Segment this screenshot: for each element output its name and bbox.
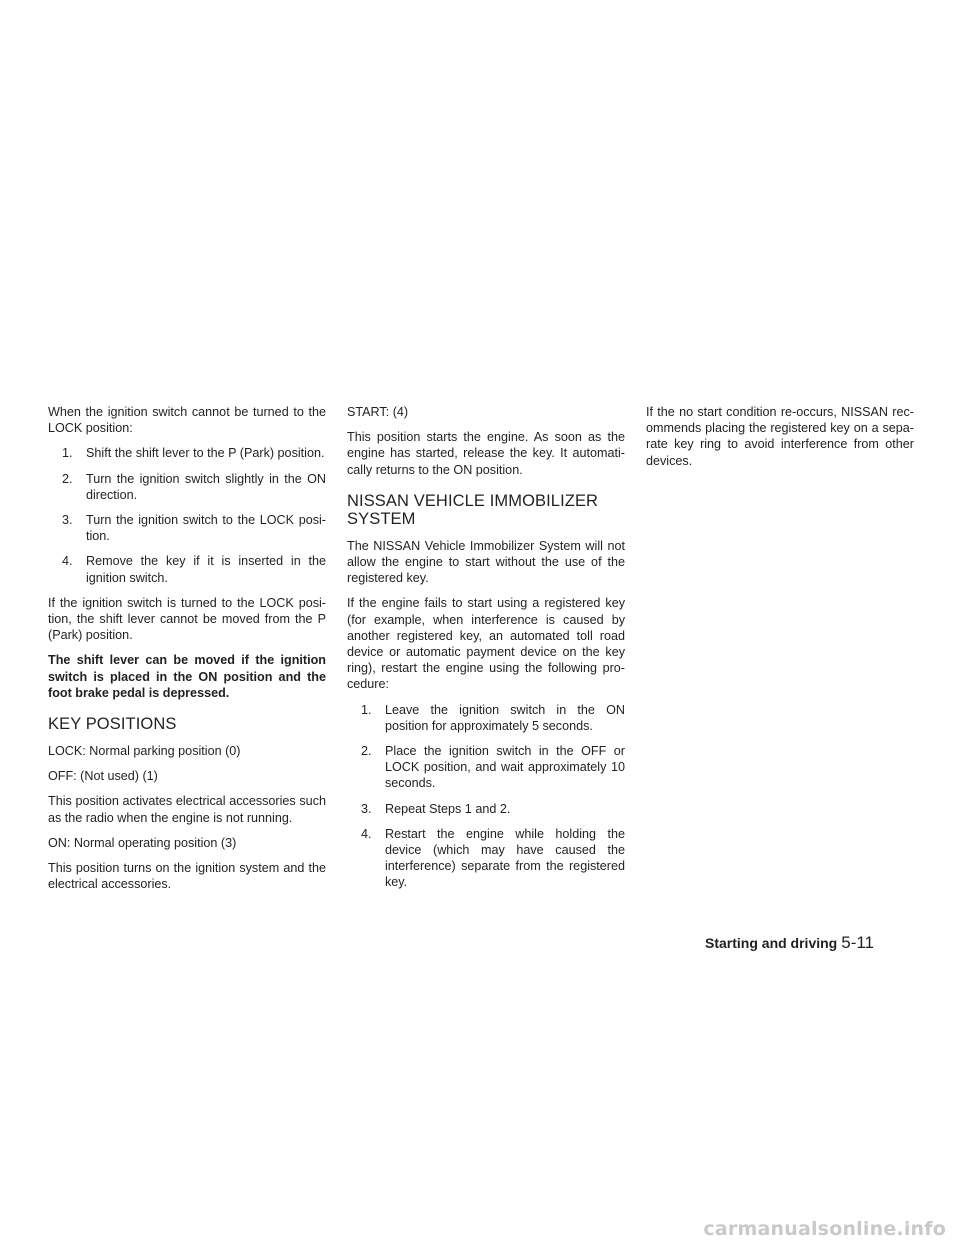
start-description: This position starts the engine. As soon as the engine has started, release the key. It automati-cally returns to the ON position. [347, 430, 625, 477]
on-position: ON: Normal operating position (3) [48, 835, 237, 850]
start-position: START: (4) [347, 405, 409, 419]
restart-steps [347, 702, 625, 891]
list-item: 2. Turn the ignition switch slightly in the ON direction. [62, 471, 326, 502]
page-footer [705, 934, 874, 952]
recurrence-paragraph: If the no start condition re-occurs, NISSAN rec-ommends placing the registered key on a sepa-rate key ring to avoid interference from other devices. [646, 405, 914, 468]
watermark-text: carmanualsonline.info [703, 1218, 946, 1240]
off-position: OFF: (Not used) (1) [48, 769, 158, 784]
lock-shift-paragraph: If the ignition switch is turned to the LOCK posi-tion, the shift lever cannot be moved from the P (Park) position. [48, 595, 326, 643]
shift-lever-note: The shift lever can be moved if the ignition switch is placed in the ON position and the foot brake pedal is depressed. [48, 653, 326, 700]
intro-paragraph: When the ignition switch cannot be turned to the LOCK position: [48, 405, 326, 436]
page-number: 5-11 [841, 933, 874, 952]
list-item: 3. Repeat Steps 1 and 2. [361, 801, 511, 816]
on-description: This position turns on the ignition system and the electrical accessories. [48, 861, 326, 892]
lock-position: LOCK: Normal parking position (0) [48, 744, 241, 759]
list-item: 4. Restart the engine while holding the device (which may have caused the interference) separate from the registered key. [361, 826, 625, 890]
column-1 [48, 404, 326, 901]
immobilizer-heading: NISSAN VEHICLE IMMOBILIZER SYSTEM [347, 491, 599, 528]
list-item: 3. Turn the ignition switch to the LOCK posi-tion. [62, 513, 326, 544]
key-positions-heading: KEY POSITIONS [48, 715, 177, 734]
list-item: 1. Shift the shift lever to the P (Park) position. [62, 446, 325, 461]
list-item: 2. Place the ignition switch in the OFF or LOCK position, and wait approximately 10 seconds. [361, 744, 625, 791]
list-item: 1. Leave the ignition switch in the ON position for approximately 5 seconds. [361, 702, 625, 733]
column-3 [646, 404, 914, 478]
acc-description: This position activates electrical accessories such as the radio when the engine is not running. [48, 794, 326, 825]
immobilizer-paragraph-1: The NISSAN Vehicle Immobilizer System will not allow the engine to start without the use of the registered key. [347, 538, 625, 586]
column-2 [347, 404, 625, 900]
watermark [0, 1216, 960, 1242]
immobilizer-paragraph-2: If the engine fails to start using a registered key (for example, when interference is caused by another registered key, an automated toll road device or automatic payment device on the key ring), restart the engine using the following pro-cedure: [347, 596, 625, 692]
lock-release-steps [48, 445, 326, 585]
section-title: Starting and driving [705, 935, 838, 951]
list-item: 4. Remove the key if it is inserted in the ignition switch. [62, 554, 326, 585]
